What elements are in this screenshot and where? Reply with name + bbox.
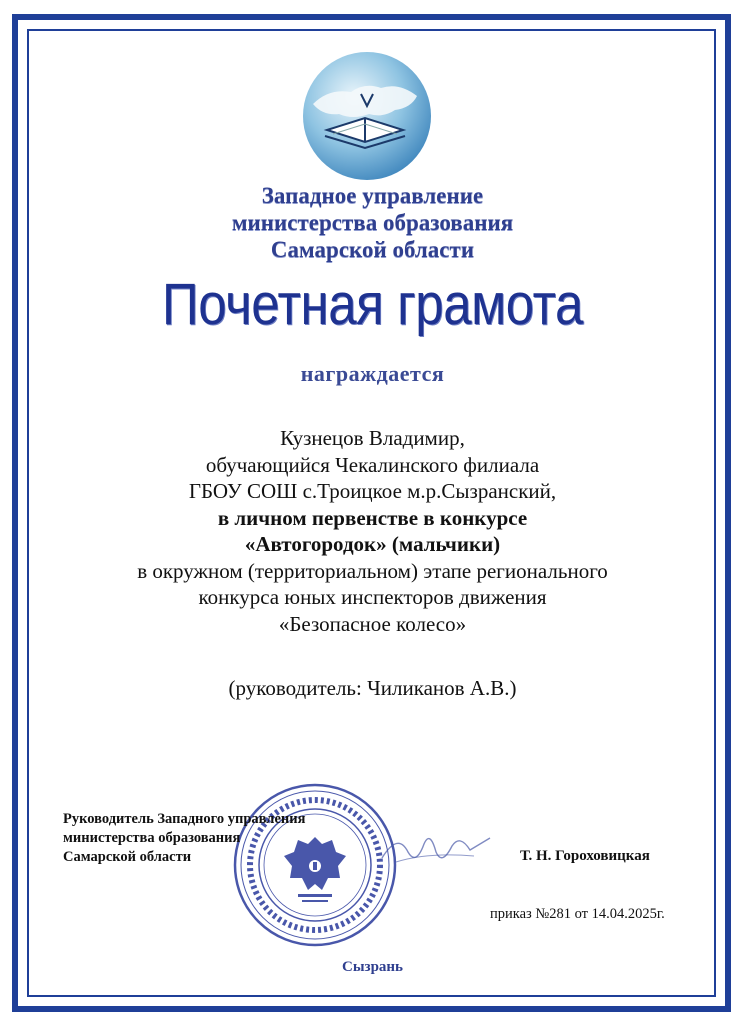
recipient-line-8: «Безопасное колесо» [278, 611, 467, 636]
supervisor-text: (руководитель: Чиликанов А.В.) [228, 676, 517, 700]
order-number: 281 [549, 906, 571, 922]
order-date: 14.04.2025г. [591, 906, 665, 922]
city: Сызрань [342, 959, 403, 975]
recipient-line-2: обучающийся Чекалинского филиала [205, 452, 540, 477]
awarded-label: награждается [300, 361, 445, 386]
signatory-position [63, 810, 305, 867]
signature-icon [378, 822, 498, 872]
signatory-position-line-3: Самарской области [63, 849, 192, 865]
organization-line-3: Самарской области [270, 237, 475, 262]
certificate-title: Почетная грамота [162, 272, 583, 337]
globe-book-emblem-icon [299, 48, 435, 184]
recipient-line-5: «Автогородок» (мальчики) [244, 532, 501, 556]
order-date-prefix: от [574, 906, 588, 922]
recipient-line-3: ГБОУ СОШ с.Троицкое м.р.Сызранский, [188, 479, 557, 503]
recipient-line-6: в окружном (территориальном) этапе регионального [137, 558, 608, 583]
recipient-line-7: конкурса юных инспекторов движения [198, 585, 547, 609]
organization-line-2: министерства образования [231, 210, 514, 235]
order-prefix: приказ № [490, 906, 550, 922]
organization-line-1: Западное управление [261, 183, 484, 208]
signatory-position-line-2: министерства образования [63, 830, 241, 846]
recipient-text [0, 425, 745, 637]
recipient-line-1: Кузнецов Владимир, [280, 426, 465, 450]
signatory-name: Т. Н. Гороховицкая [520, 848, 650, 864]
signatory-position-line-1: Руководитель Западного управления [63, 811, 306, 827]
order-info [490, 906, 665, 923]
recipient-line-4: в личном первенстве в конкурсе [217, 505, 528, 530]
